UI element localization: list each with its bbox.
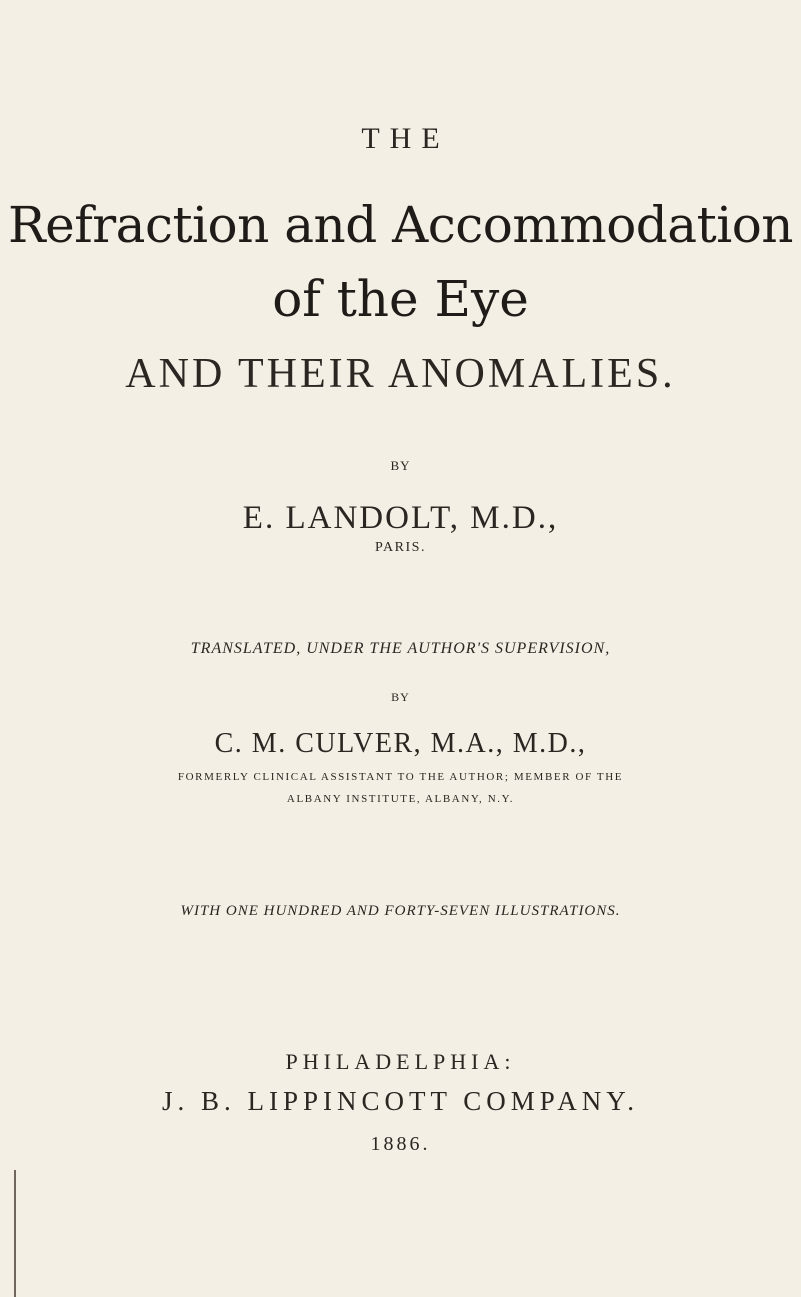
translator-name: C. M. CULVER, M.A., M.D., bbox=[214, 728, 587, 759]
page-edge-shadow bbox=[14, 1170, 16, 1297]
main-title: Refraction and Accommodation bbox=[8, 196, 793, 254]
author-name: E. LANDOLT, M.D., bbox=[242, 500, 559, 536]
title-article: THE bbox=[361, 122, 450, 155]
translator-credential-line1: FORMERLY CLINICAL ASSISTANT TO THE AUTHOR; MEMBER OF THE bbox=[177, 771, 624, 783]
sub-title: of the Eye bbox=[272, 270, 529, 328]
publication-year: 1886. bbox=[370, 1133, 431, 1155]
author-location: PARIS. bbox=[375, 540, 426, 555]
illustrations-note: WITH ONE HUNDRED AND FORTY-SEVEN ILLUSTRATIONS. bbox=[180, 903, 621, 919]
by-label-translator: BY bbox=[391, 690, 410, 704]
title-continuation: AND THEIR ANOMALIES. bbox=[125, 351, 676, 397]
translation-note: TRANSLATED, UNDER THE AUTHOR'S SUPERVISION, bbox=[190, 640, 611, 657]
publisher-name: J. B. LIPPINCOTT COMPANY. bbox=[161, 1086, 640, 1116]
translator-credential-line2: ALBANY INSTITUTE, ALBANY, N.Y. bbox=[286, 793, 515, 805]
by-label-author: BY bbox=[390, 458, 411, 473]
publisher-city: PHILADELPHIA: bbox=[285, 1049, 516, 1074]
